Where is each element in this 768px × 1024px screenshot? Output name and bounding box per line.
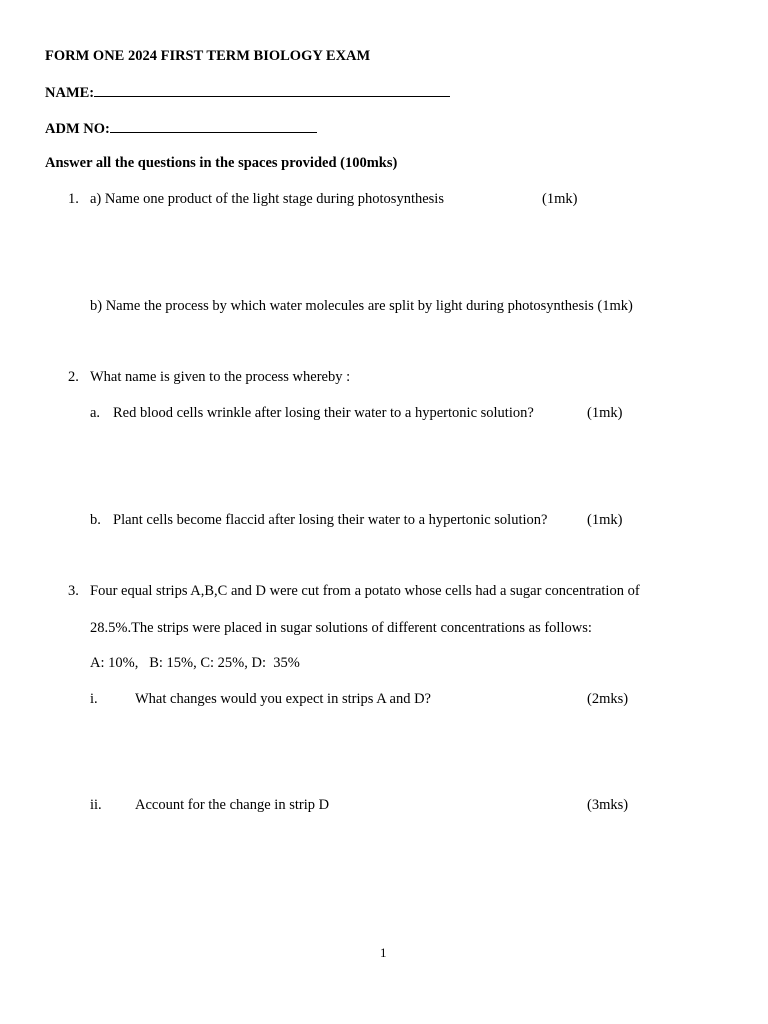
q2-b-text: Plant cells become flaccid after losing their water to a hypertonic solution? — [113, 512, 548, 528]
q3-ii-text: Account for the change in strip D — [135, 797, 330, 813]
q3-ii-marks: (3mks) — [587, 797, 629, 813]
q3-ii-label: ii. — [90, 797, 102, 813]
q1-a-text: a) Name one product of the light stage during photosynthesis — [90, 191, 444, 207]
page-number: 1 — [380, 945, 387, 960]
q3-number: 3. — [68, 583, 79, 599]
q2-a-text: Red blood cells wrinkle after losing their water to a hypertonic solution? — [113, 405, 534, 421]
adm-field — [45, 119, 317, 138]
q3-i-text: What changes would you expect in strips A and D? — [135, 691, 431, 707]
name-blank-line — [94, 83, 450, 97]
q3-i-label: i. — [90, 691, 98, 707]
q1-number: 1. — [68, 191, 79, 207]
q2-b-marks: (1mk) — [587, 512, 623, 528]
exam-title: FORM ONE 2024 FIRST TERM BIOLOGY EXAM — [45, 48, 371, 64]
name-field — [45, 83, 450, 102]
q2-a-marks: (1mk) — [587, 405, 623, 421]
q2-a-label: a. — [90, 405, 101, 421]
q3-stem-line2: 28.5%.The strips were placed in sugar solutions of different concentrations as follows: — [90, 620, 592, 636]
q3-concentrations: A: 10%, B: 15%, C: 25%, D: 35% — [90, 655, 300, 671]
q2-stem: What name is given to the process whereby : — [90, 369, 351, 385]
q3-stem-line1: Four equal strips A,B,C and D were cut from a potato whose cells had a sugar concentration of — [90, 583, 640, 599]
q1-b-text: b) Name the process by which water molecules are split by light during photosynthesis (1mk) — [90, 298, 633, 314]
name-label: NAME: — [45, 85, 95, 101]
q2-number: 2. — [68, 369, 79, 385]
adm-blank-line — [110, 119, 317, 133]
q3-i-marks: (2mks) — [587, 691, 629, 707]
instructions: Answer all the questions in the spaces provided (100mks) — [45, 155, 398, 171]
q2-b-label: b. — [90, 512, 101, 528]
adm-label: ADM NO: — [45, 121, 110, 137]
q1-a-marks: (1mk) — [542, 191, 578, 207]
